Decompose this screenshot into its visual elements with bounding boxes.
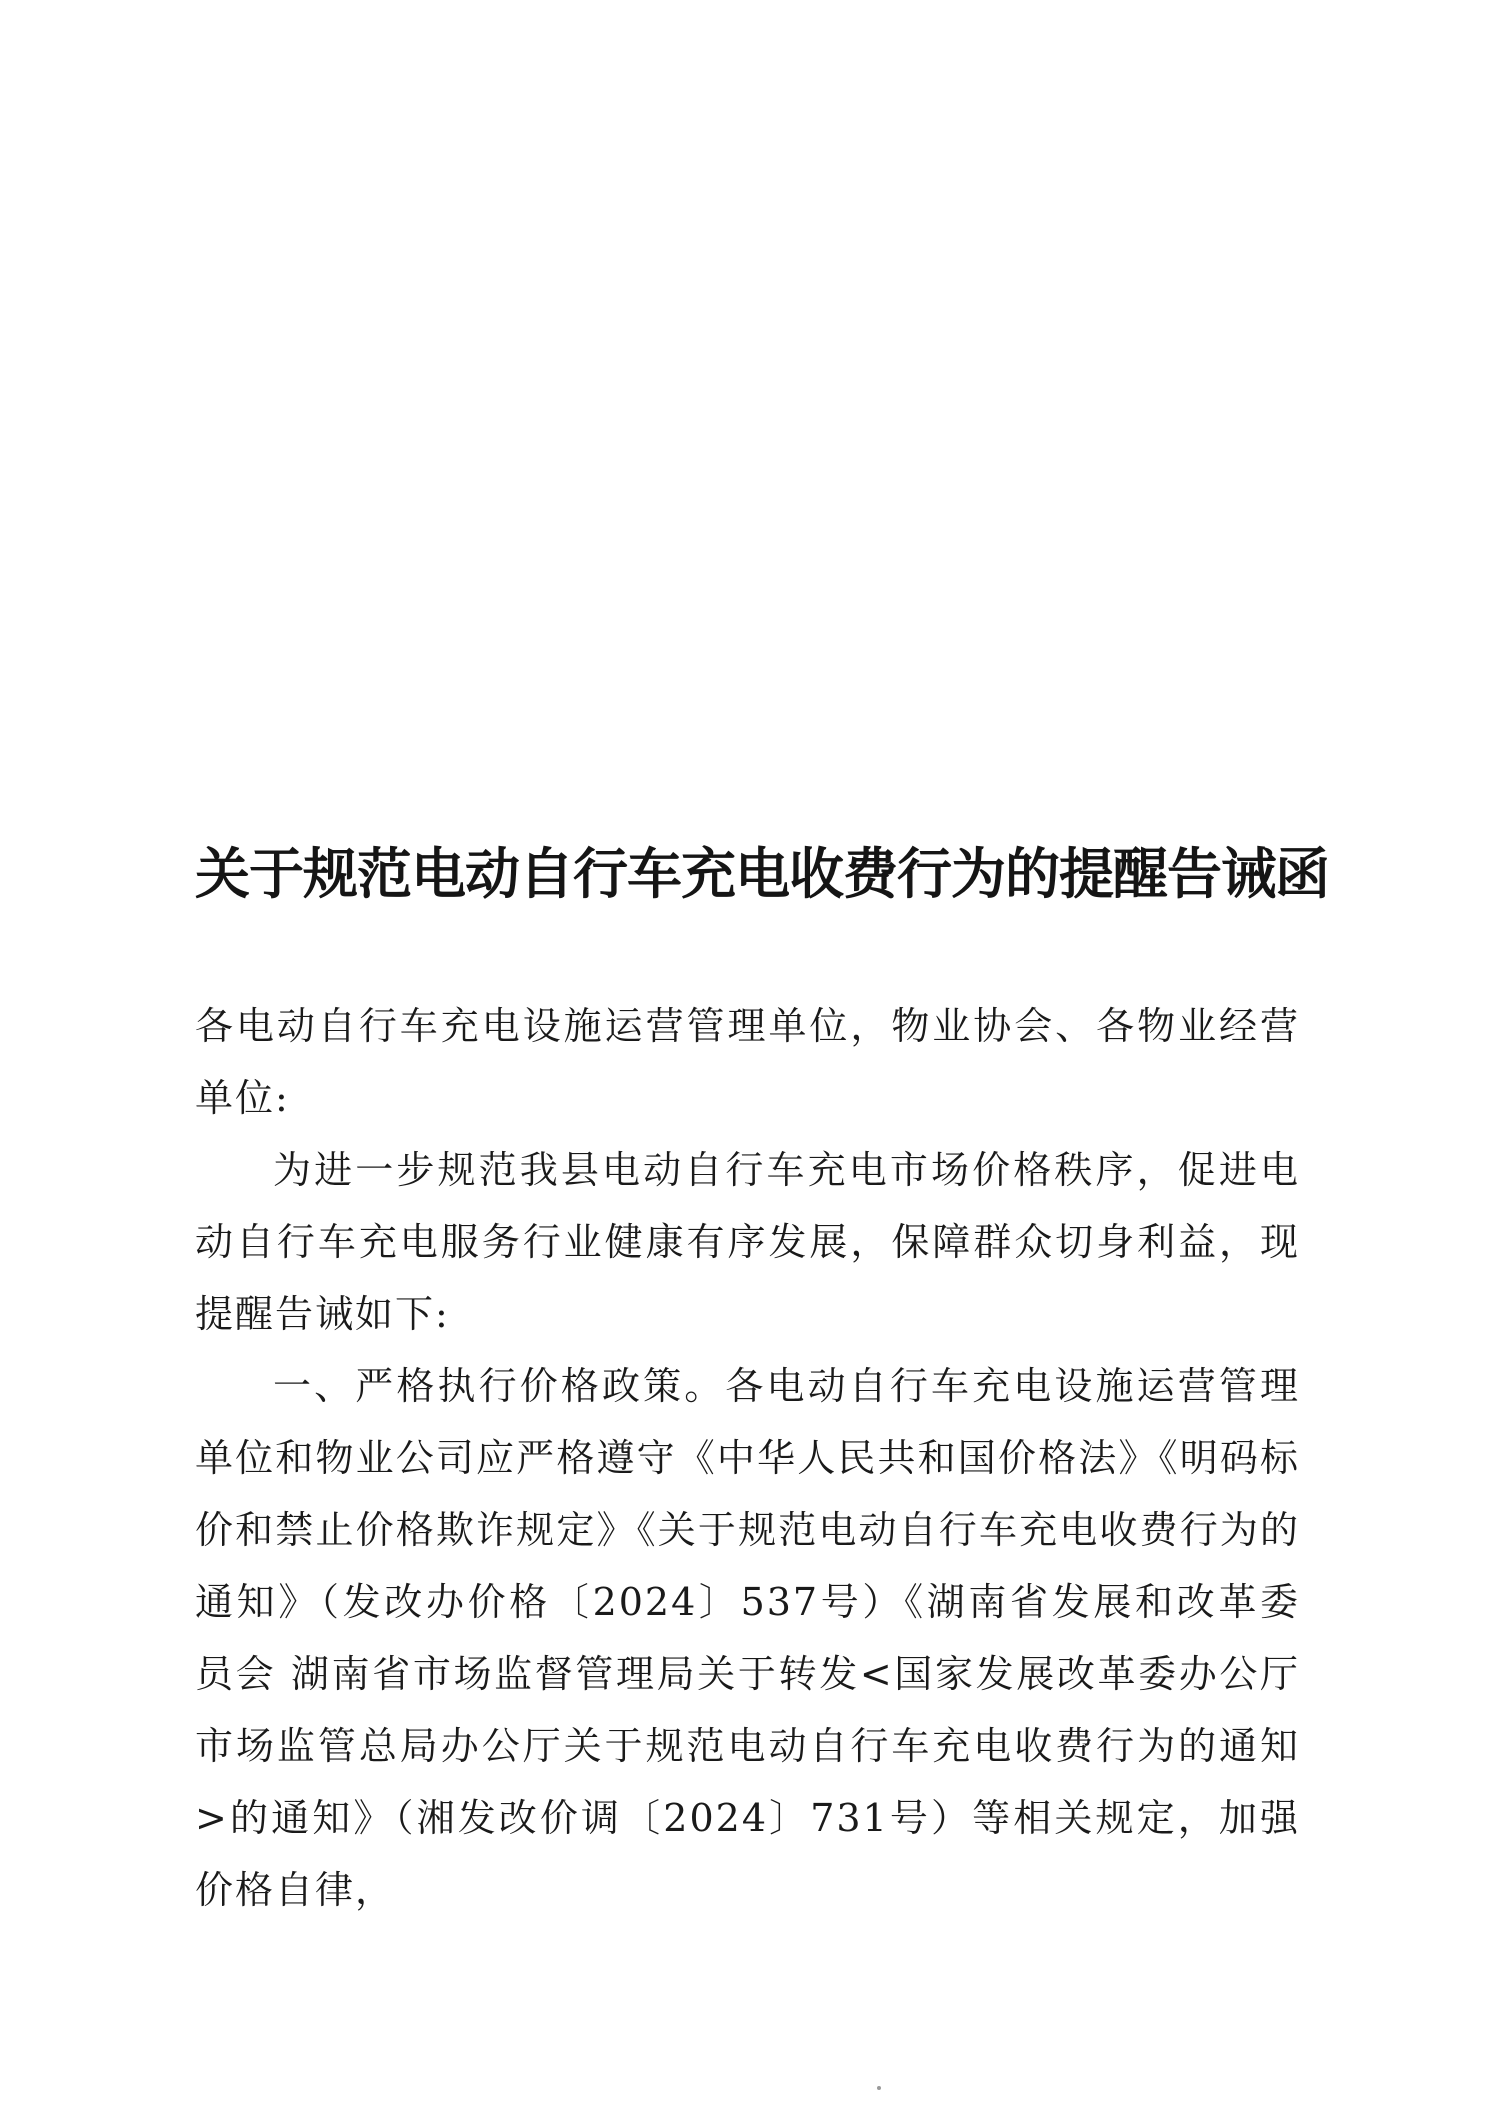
paragraph-intro: 为进一步规范我县电动自行车充电市场价格秩序，促进电动自行车充电服务行业健康有序发展，保障群众切身利益，现提醒告诫如下: (195, 1148, 1300, 1336)
document-title: 关于规范电动自行车充电收费行为的提醒告诫函 (195, 842, 1330, 906)
scan-speck (877, 2086, 881, 2090)
salutation: 各电动自行车充电设施运营管理单位，物业协会、各物业经营单位: (195, 1004, 1300, 1120)
paragraph-section-1: 一、严格执行价格政策。各电动自行车充电设施运营管理单位和物业公司应严格遵守《中华人民共和国价格法》《明码标价和禁止价格欺诈规定》《关于规范电动自行车充电收费行为的通知》（发改办价格〔2024〕537号）《湖南省发展和改革委员会 湖南省市场监督管理局关于转发<国家发展改革委办公厅 市场监管总局办公厅关于规范电动自行车充电收费行为的通知>的通知》（湘发改价调〔2024〕731号）等相关规定，加强价格自律， (195, 1364, 1300, 1912)
document-body (195, 990, 1300, 1926)
